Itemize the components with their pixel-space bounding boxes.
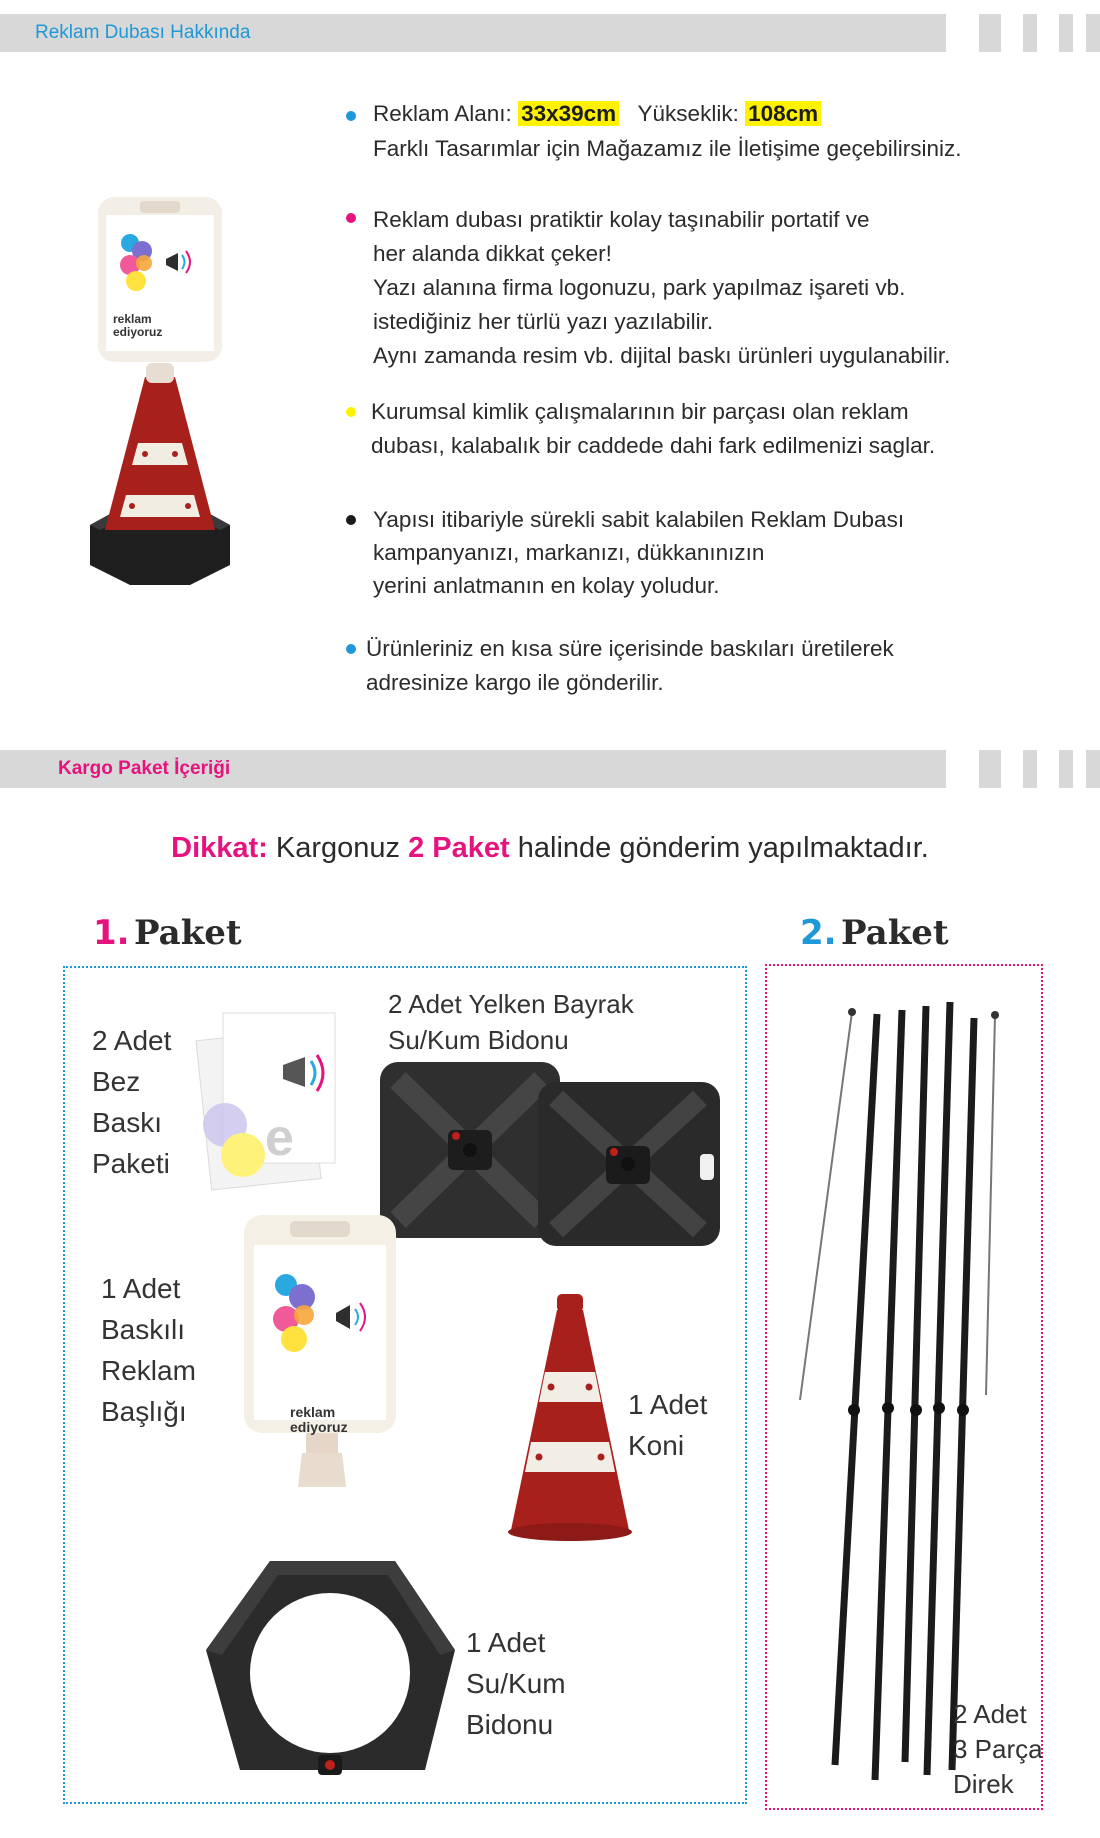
- caption-line: Bidonu: [466, 1709, 554, 1740]
- ince-cubuk-sol: [800, 1012, 852, 1400]
- direk-image: [790, 990, 1020, 1790]
- caption-line: Paketi: [92, 1148, 170, 1179]
- paket-1-number: 1.: [93, 913, 130, 953]
- caption-line: 3 Parça: [953, 1734, 1043, 1764]
- section-title-about: Reklam Dubası Hakkında: [35, 22, 251, 43]
- bullet-3-line-2: dubası, kalabalık bir caddede dahi fark edilmenizi saglar.: [371, 433, 936, 458]
- bullet-2-line-3: Yazı alanına firma logonuzu, park yapılmaz işareti vb.: [373, 275, 906, 300]
- caption-line: 2 Adet: [92, 1025, 172, 1056]
- caption-bez-baski: [92, 1020, 171, 1184]
- caption-line: Baskı: [92, 1107, 163, 1138]
- bullet-magenta: [346, 213, 356, 223]
- product-logo-text: [113, 313, 203, 339]
- reklam-basligi-image: [242, 1215, 402, 1490]
- direk-1: [835, 1014, 877, 1765]
- basligi-logo-line2: ediyoruz: [290, 1419, 348, 1435]
- value-reklam-alani: 33x39cm: [518, 101, 619, 126]
- bar-stripe: [979, 14, 1001, 52]
- cargo-notice: [0, 832, 1100, 865]
- bar-stripe: [1086, 14, 1100, 52]
- bullet-black: [346, 515, 356, 525]
- paket-1-heading: [93, 913, 242, 953]
- label-yukseklik: Yükseklik:: [637, 101, 739, 126]
- bar-stripe: [1059, 14, 1073, 52]
- basligi-logo-line1: reklam: [290, 1404, 336, 1420]
- bullet-5-line-1: Ürünleriniz en kısa süre içerisinde baskıları üretilerek: [366, 636, 894, 661]
- basligi-logo-text: [290, 1405, 348, 1435]
- caption-line: Direk: [953, 1769, 1014, 1799]
- label-reklam-alani: Reklam Alanı:: [373, 101, 512, 126]
- paket-2-number: 2.: [800, 913, 837, 953]
- notice-rest: halinde gönderim yapılmaktadır.: [517, 832, 929, 864]
- caption-line: Su/Kum: [466, 1668, 566, 1699]
- caption-direk: [953, 1697, 1043, 1802]
- caption-line: Bez: [92, 1066, 141, 1097]
- caption-line: 2 Adet: [953, 1699, 1027, 1729]
- paket-1-word: Paket: [134, 913, 242, 953]
- section-title-cargo: Kargo Paket İçeriği: [58, 758, 231, 779]
- bar-stripe: [1023, 14, 1037, 52]
- caption-koni: [628, 1384, 707, 1466]
- logo-line1: reklam: [113, 312, 152, 326]
- bullet-2-line-5: Aynı zamanda resim vb. dijital baskı ürünleri uygulanabilir.: [373, 343, 951, 368]
- bullet-3-line-1: Kurumsal kimlik çalışmalarının bir parçası olan reklam: [371, 399, 909, 424]
- direk-2: [875, 1010, 902, 1780]
- value-yukseklik: 108cm: [745, 101, 821, 126]
- direk-5: [952, 1018, 974, 1770]
- bullet-cyan: [346, 644, 356, 654]
- notice-kargonuz: Kargonuz: [275, 832, 401, 864]
- bullet-5-line-2: adresinize kargo ile gönderilir.: [366, 670, 664, 695]
- caption-line: Su/Kum Bidonu: [388, 1025, 569, 1055]
- caption-line: 1 Adet: [101, 1273, 181, 1304]
- bullet-2-line-4: istediğiniz her türlü yazı yazılabilir.: [373, 309, 714, 334]
- bullet-2-line-2: her alanda dikkat çeker!: [373, 241, 612, 266]
- notice-2-paket: 2 Paket: [408, 832, 510, 864]
- caption-line: 1 Adet: [466, 1627, 546, 1658]
- caption-line: Başlığı: [101, 1396, 187, 1427]
- bar-stripe: [1023, 750, 1037, 788]
- caption-line: 1 Adet: [628, 1389, 708, 1420]
- bullet-4-line-2: kampanyanızı, markanızı, dükkanınızın: [373, 540, 765, 565]
- direk-3: [905, 1006, 926, 1762]
- kare-bidon-image: [378, 1060, 728, 1250]
- bar-stripe: [1059, 750, 1073, 788]
- caption-line: Reklam: [101, 1355, 196, 1386]
- notice-dikkat: Dikkat:: [171, 832, 268, 864]
- paket-2-heading: [800, 913, 949, 953]
- kare-bidon-1: [380, 1062, 560, 1238]
- koni-image: [495, 1292, 645, 1552]
- bullet-cyan: [346, 111, 356, 121]
- logo-line2: ediyoruz: [113, 325, 163, 339]
- bar-stripe: [1086, 750, 1100, 788]
- caption-reklam-basligi: [101, 1268, 196, 1432]
- caption-line: Baskılı: [101, 1314, 186, 1345]
- ince-cubuk-sag: [986, 1015, 995, 1395]
- bullet-yellow: [346, 407, 356, 417]
- bullet-2-line-1: Reklam dubası pratiktir kolay taşınabilir portatif ve: [373, 207, 870, 232]
- caption-line: Koni: [628, 1430, 685, 1461]
- svg-text:e: e: [265, 1109, 294, 1167]
- paket-2-word: Paket: [841, 913, 949, 953]
- caption-hex-bidon: [466, 1622, 566, 1745]
- caption-line: 2 Adet Yelken Bayrak: [388, 989, 634, 1019]
- bar-stripe: [979, 750, 1001, 788]
- direk-4: [927, 1002, 950, 1775]
- reklam-dubasi-image: [70, 185, 250, 600]
- bullet-4-line-3: yerini anlatmanın en kolay yoludur.: [373, 573, 720, 598]
- bez-baski-image: [195, 1005, 345, 1195]
- bullet-4-line-1: Yapısı itibariyle sürekli sabit kalabilen Reklam Dubası: [373, 507, 905, 532]
- kare-bidon-2: [538, 1082, 720, 1246]
- hex-bidon-image: [200, 1555, 460, 1785]
- bullet-1-line-1: [373, 97, 821, 131]
- bullet-1-line-2: Farklı Tasarımlar için Mağazamız ile İletişime geçebilirsiniz.: [373, 136, 962, 161]
- caption-kare-bidon: [388, 986, 634, 1058]
